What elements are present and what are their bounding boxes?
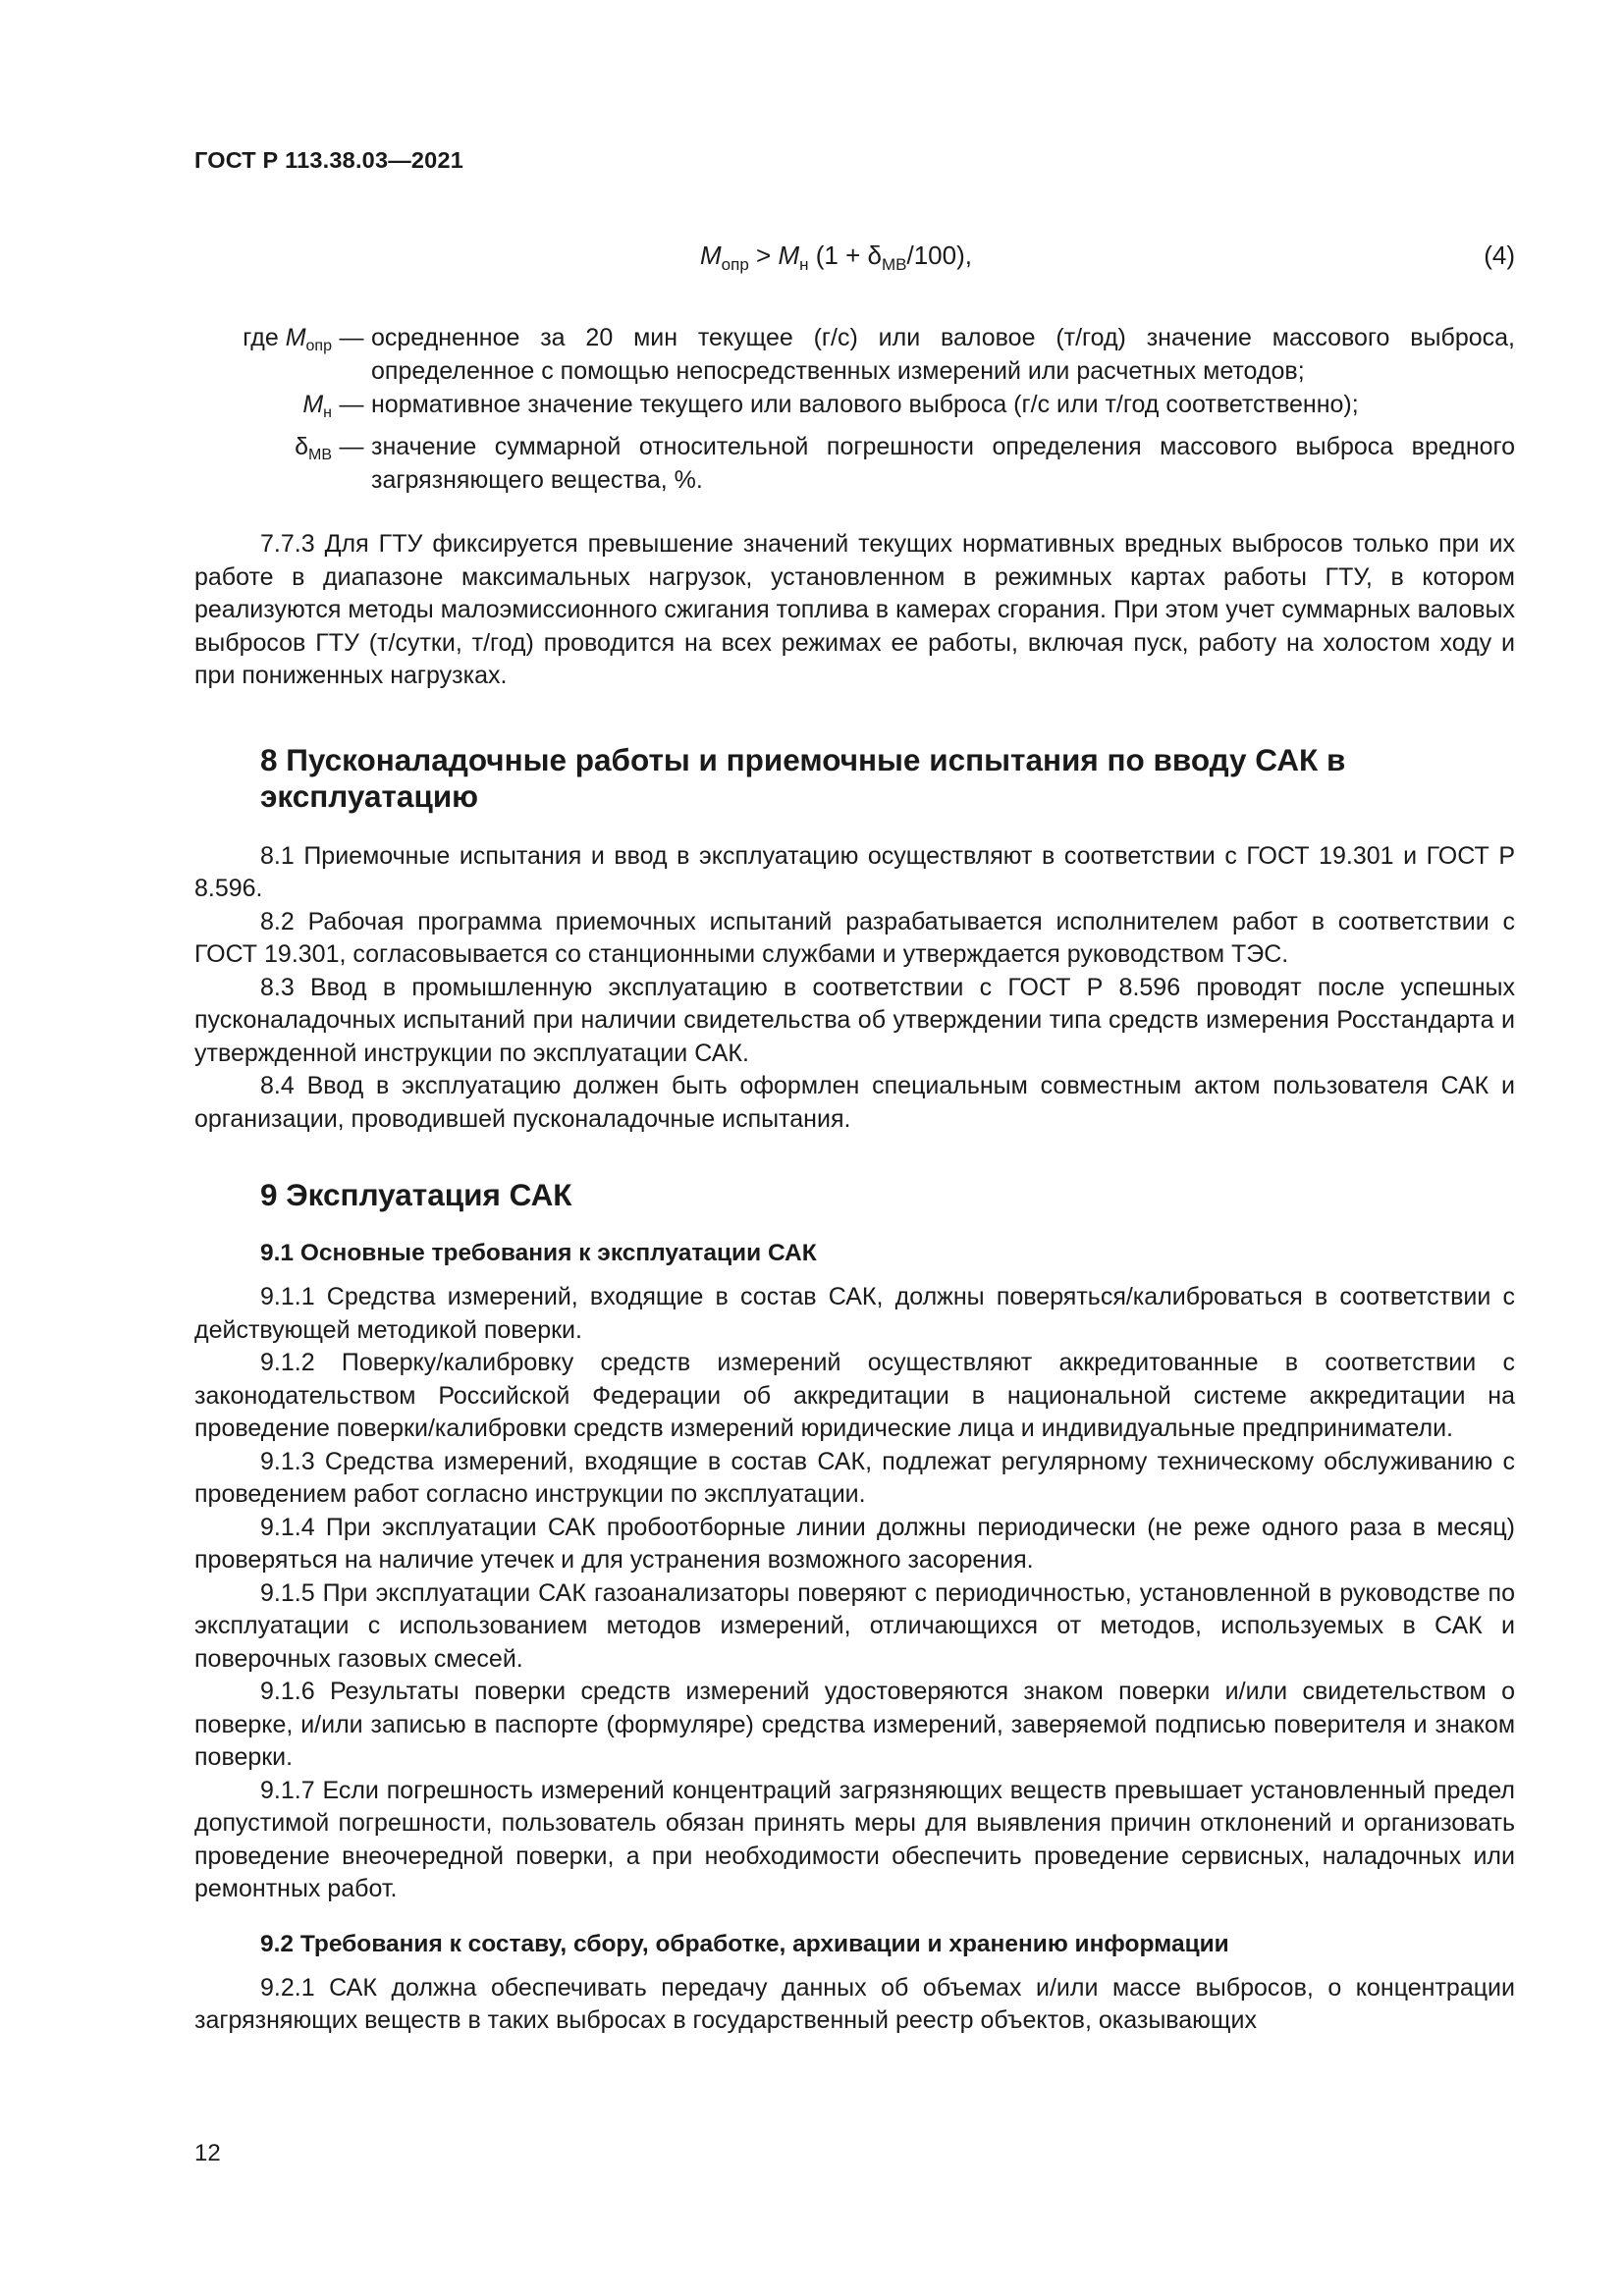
definition-term: $\delta_{МВ}$ (295, 433, 332, 463)
definition-text: нормативное значение текущего или валового выброса (г/с или т/год соответственно); (371, 391, 1359, 418)
paragraph-8-4: 8.4 Ввод в эксплуатацию должен быть оформлен специальным совместным актом пользователя САК и организации, проводившей пусконаладочные испытания. (194, 1072, 1515, 1133)
definition-text: осредненное за 20 мин текущее (г/с) или валовое (т/год) значение массового выброса, определенное с помощью непосредственных измерений или расчетных методов; (371, 324, 1515, 385)
paragraph-9-1-2: 9.1.2 Поверку/калибровку средств измерений осуществляют аккредитованные в соответствии с законодательством Российской Федерации об аккредитации в национальной системе аккредитации на проведение поверки/калибровки средств измерений юридические лица и индивидуальные предприниматели. (194, 1349, 1515, 1442)
paragraph-9-1-3: 9.1.3 Средства измерений, входящие в состав САК, подлежат регулярному техническому обслуживанию с проведением работ согласно инструкции по эксплуатации. (194, 1447, 1515, 1508)
paragraph-9-1-4: 9.1.4 При эксплуатации САК пробоотборные линии должны периодически (не реже одного раза в месяц) проверяться на наличие утечек и для устранения возможного засорения. (194, 1513, 1515, 1574)
subsection-9-2-title: 9.2 Требования к составу, сбору, обработке, архивации и хранению информации (260, 1930, 1229, 1957)
definition-text: значение суммарной относительной погрешности определения массового выброса вредного загрязняющего вещества, %. (371, 433, 1515, 494)
definition-term: $M_н$ (302, 391, 332, 421)
section-8-title: 8 Пусконаладочные работы и приемочные испытания по вводу САК в эксплуатацию (260, 741, 1346, 814)
subsection-9-1-title: 9.1 Основные требования к эксплуатации САК (260, 1240, 817, 1266)
page-number: 12 (194, 2140, 221, 2166)
paragraph-9-1-1: 9.1.1 Средства измерений, входящие в состав САК, должны поверяться/калиброваться в соответствии с действующей методикой поверки. (194, 1283, 1515, 1344)
formula-definitions (194, 321, 1515, 497)
paragraph-9-1-6: 9.1.6 Результаты поверки средств измерений удостоверяются знаком поверки и/или свидетельством о поверке, и/или записью в паспорте (формуляре) средства измерений, заверяемой подписью поверителя и знаком поверки. (194, 1678, 1515, 1771)
formula-expression: $M_{опр} > M_н$ $(1 + \delta_{МВ}/100)$, (700, 240, 972, 274)
definition-term: где $M_{опр}$ (243, 324, 332, 354)
formula-number: (4) (1484, 240, 1515, 270)
paragraph-8-2: 8.2 Рабочая программа приемочных испытаний разрабатывается исполнителем работ в соответствии с ГОСТ 19.301, согласовывается со станционными службами и утверждается руководством ТЭС. (194, 907, 1515, 968)
standard-header: ГОСТ Р 113.38.03—2021 (194, 147, 463, 173)
paragraph-9-1-5: 9.1.5 При эксплуатации САК газоанализаторы поверяют с периодичностью, установленной в руководстве по эксплуатации с использованием методов измерений, отличающихся от методов, используемых в САК и поверочных газовых смесей. (194, 1578, 1515, 1673)
document-page (194, 147, 1515, 2038)
definition-m-n: $M_н$ — нормативное значение текущего или валового выброса (г/с или т/год соответственно); (194, 388, 1515, 430)
paragraph-9-2-1: 9.2.1 САК должна обеспечивать передачу данных об объемах и/или массе выбросов, о концентрации загрязняющих веществ в таких выбросах в государственный реестр объектов, оказывающих (194, 1973, 1515, 2034)
section-9-title: 9 Эксплуатация САК (260, 1177, 572, 1212)
paragraph-8-1: 8.1 Приемочные испытания и ввод в эксплуатацию осуществляют в соответствии с ГОСТ 19.301 и ГОСТ Р 8.596. (194, 841, 1515, 902)
paragraph-9-1-7: 9.1.7 Если погрешность измерений концентраций загрязняющих веществ превышает установленный предел допустимой погрешности, пользователь обязан принять меры для выявления причин отклонений и организовать проведение внеочередной поверки, а при необходимости обеспечить проведение сервисных, наладочных или ремонтных работ. (194, 1776, 1515, 1902)
paragraph-8-3: 8.3 Ввод в промышленную эксплуатацию в соответствии с ГОСТ Р 8.596 проводят после успешных пусконаладочных испытаний при наличии свидетельства об утверждении типа средств измерения Росстандарта и утвержденной инструкции по эксплуатации САК. (194, 973, 1515, 1067)
definition-delta-mv: $\delta_{МВ}$ — значение суммарной относительной погрешности определения массового выброса вредного загрязняющего вещества, %. (194, 430, 1515, 497)
definition-m-opr: где $M_{опр}$ — осредненное за 20 мин текущее (г/с) или валовое (т/год) значение массового выброса, определенное с помощью непосредственных измерений или расчетных методов; (194, 321, 1515, 388)
paragraph-7-7-3: 7.7.3 Для ГТУ фиксируется превышение значений текущих нормативных вредных выбросов только при их работе в диапазоне максимальных нагрузок, установленном в режимных картах работы ГТУ, в котором реализуются методы малоэмиссионного сжигания топлива в камерах сгорания. При этом учет суммарных валовых выбросов ГТУ (т/сутки, т/год) проводится на всех режимах ее работы, включая пуск, работу на холостом ходу и при пониженных нагрузках. (194, 530, 1515, 689)
formula-4 (194, 240, 1515, 280)
